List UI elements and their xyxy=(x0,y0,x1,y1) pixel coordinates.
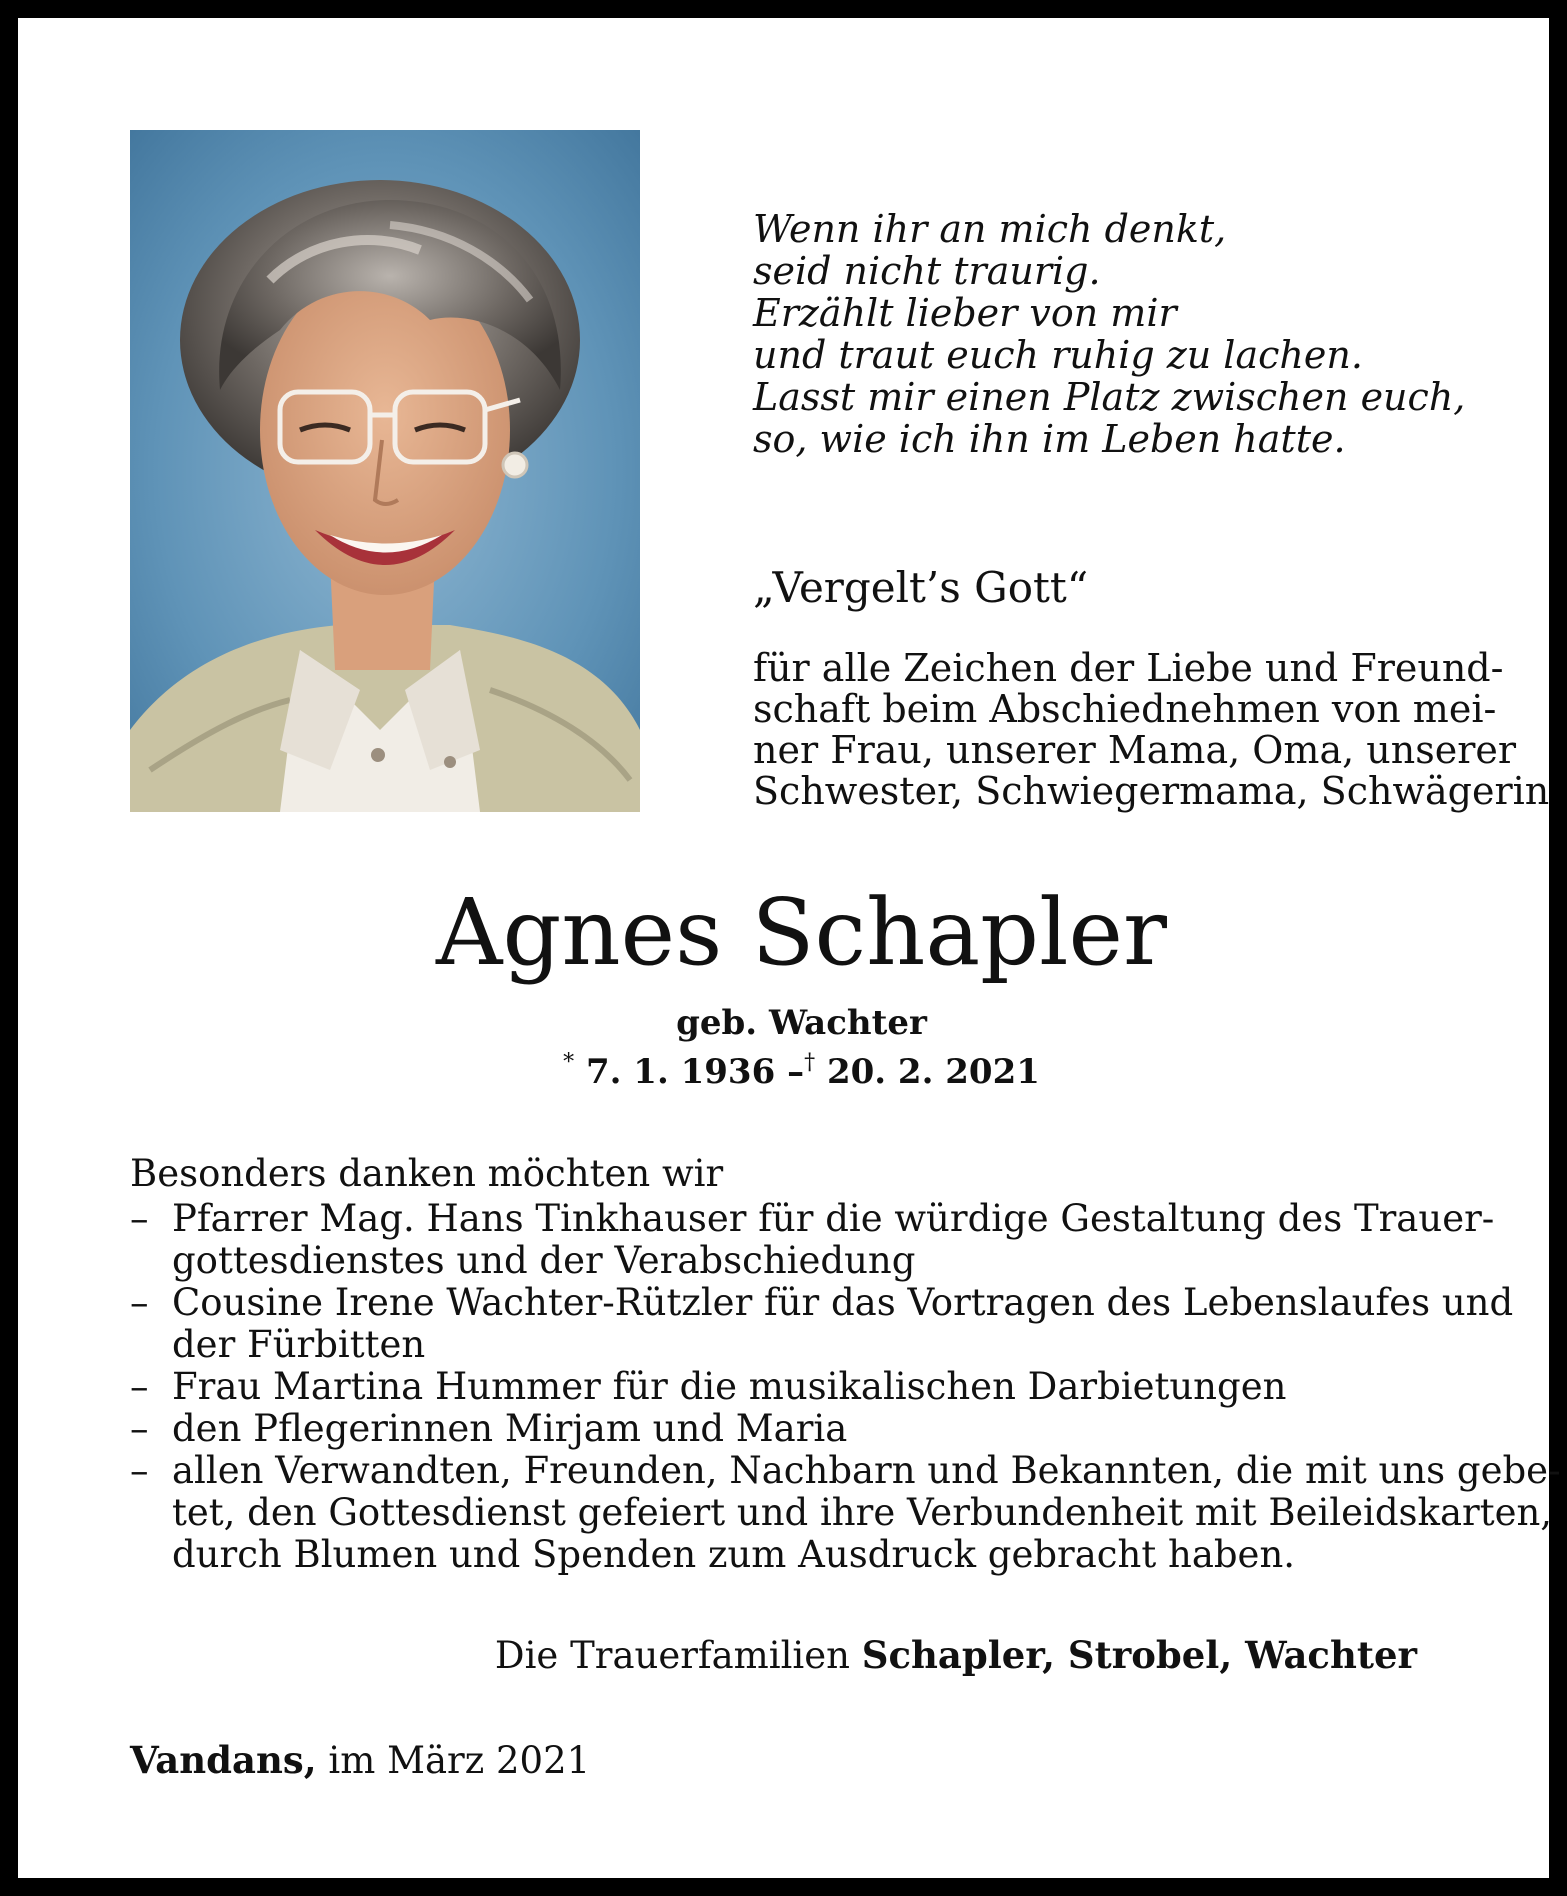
poem-line: Lasst mir einen Platz zwischen euch, xyxy=(753,375,1466,419)
dash-bullet-icon: – xyxy=(130,1449,149,1492)
thanks-line: für alle Zeichen der Liebe und Freund- xyxy=(753,646,1504,690)
born-name: geb. Wachter xyxy=(676,1003,927,1043)
list-item-line: der Fürbitten xyxy=(172,1323,426,1366)
thanks-line: ner Frau, unserer Mama, Oma, unserer xyxy=(753,728,1517,772)
list-item-line: durch Blumen und Spenden zum Ausdruck gebracht haben. xyxy=(172,1533,1296,1576)
list-item-line: Frau Martina Hummer für die musikalischen Darbietungen xyxy=(172,1365,1287,1408)
list-item-line: allen Verwandten, Freunden, Nachbarn und Bekannten, die mit uns gebe- xyxy=(172,1449,1561,1492)
place: Vandans, xyxy=(130,1738,317,1782)
poem-line: seid nicht traurig. xyxy=(753,249,1101,293)
list-item xyxy=(130,1281,1514,1366)
acknowledgements-list xyxy=(130,1197,1561,1576)
deceased-name: Agnes Schapler xyxy=(436,879,1167,986)
poem-line: und traut euch ruhig zu lachen. xyxy=(753,333,1363,377)
list-item-line: Pfarrer Mag. Hans Tinkhauser für die würdige Gestaltung des Trauer- xyxy=(172,1197,1495,1240)
list-item-line: den Pflegerinnen Mirjam und Maria xyxy=(172,1407,848,1450)
list-item xyxy=(130,1366,1453,1408)
place-date xyxy=(130,1738,590,1783)
poem-line: Erzählt lieber von mir xyxy=(753,291,1177,335)
signature-prefix: Die Trauerfamilien xyxy=(494,1634,850,1677)
death-cross-icon: † xyxy=(804,1050,816,1075)
portrait-photo xyxy=(130,130,640,812)
list-item-line: Cousine Irene Wachter-Rützler für das Vortragen des Lebenslaufes und xyxy=(172,1281,1514,1324)
date-separator: – xyxy=(787,1052,805,1092)
death-date: 20. 2. 2021 xyxy=(826,1052,1040,1092)
dash-bullet-icon: – xyxy=(130,1365,149,1408)
obituary-card xyxy=(18,18,1561,1878)
poem-line: Wenn ihr an mich denkt, xyxy=(753,207,1227,251)
signature-families: Schapler, Strobel, Wachter xyxy=(861,1633,1417,1677)
poem-line: so, wie ich ihn im Leben hatte. xyxy=(753,417,1346,461)
signature xyxy=(495,1633,1417,1678)
dash-bullet-icon: – xyxy=(130,1197,149,1240)
dash-bullet-icon: – xyxy=(130,1281,149,1324)
list-item xyxy=(130,1408,1453,1450)
birth-star-icon: * xyxy=(563,1050,575,1075)
birth-date: 7. 1. 1936 xyxy=(585,1052,776,1092)
date: im März 2021 xyxy=(328,1739,591,1782)
thanks-line: Schwester, Schwiegermama, Schwägerin xyxy=(753,769,1550,813)
life-dates xyxy=(18,1043,1567,1092)
dash-bullet-icon: – xyxy=(130,1407,149,1450)
thanks-line: schaft beim Abschiednehmen von mei- xyxy=(753,687,1497,731)
list-item xyxy=(130,1197,1495,1282)
vergelts-gott-heading: „Vergelt’s Gott“ xyxy=(753,563,1089,612)
thanks-paragraph xyxy=(753,646,1550,813)
list-item xyxy=(130,1449,1561,1576)
poem xyxy=(753,207,1466,461)
list-item-line: tet, den Gottesdienst gefeiert und ihre Verbundenheit mit Beileidskarten, xyxy=(172,1491,1553,1534)
acknowledgements-intro: Besonders danken möchten wir xyxy=(130,1152,724,1195)
list-item-line: gottesdienstes und der Verabschiedung xyxy=(172,1239,916,1282)
